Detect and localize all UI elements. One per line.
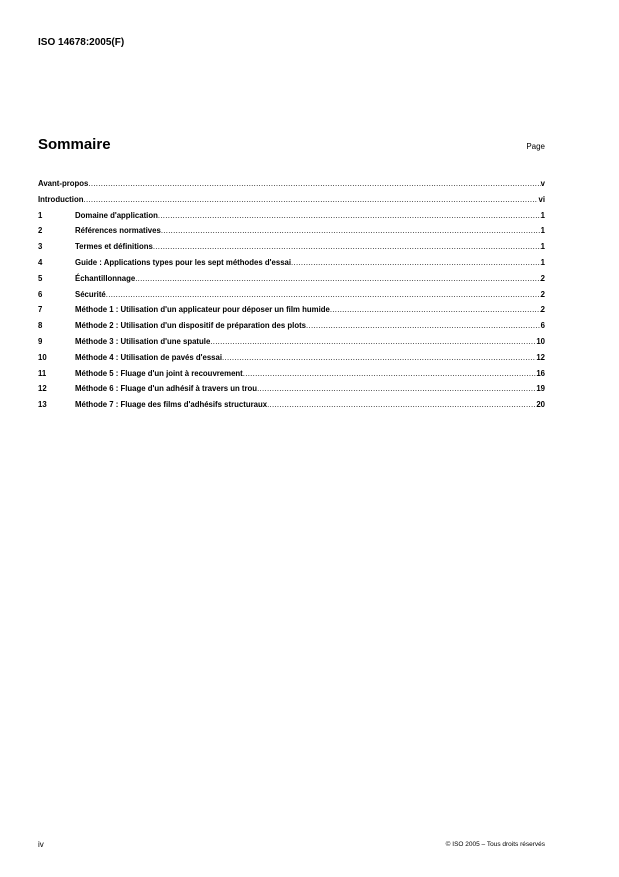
toc-entry-number: 12	[38, 384, 47, 394]
dot-leader	[306, 318, 541, 334]
toc-entry-page: 12	[536, 352, 545, 362]
toc-entry[interactable]	[38, 192, 545, 208]
page-column-label: Page	[526, 142, 545, 151]
toc-entry[interactable]	[38, 239, 545, 255]
toc-entry-label: Avant-propos	[38, 179, 89, 188]
toc-entry-label: Méthode 6 : Fluage d'un adhésif à travers un trou	[75, 384, 258, 394]
toc-entry-number: 4	[38, 257, 43, 267]
toc-entry-label: Méthode 7 : Fluage des films d'adhésifs structuraux	[75, 400, 268, 410]
dot-leader	[153, 239, 541, 255]
toc-entry[interactable]	[38, 176, 545, 192]
toc-entry[interactable]	[38, 397, 545, 413]
toc-entry-number: 2	[38, 226, 43, 236]
toc-entry-number: 13	[38, 400, 47, 410]
toc-entry-label: Méthode 3 : Utilisation d'une spatule	[75, 336, 211, 346]
toc-entry-page: 19	[536, 384, 545, 394]
toc-entry[interactable]	[38, 287, 545, 303]
toc-entry-page: 2	[540, 289, 545, 299]
toc-entry-page: 1	[540, 226, 545, 236]
dot-leader	[330, 302, 541, 318]
copyright-notice: © ISO 2005 – Tous droits réservés	[445, 841, 545, 848]
dot-leader	[243, 366, 537, 382]
dot-leader	[161, 223, 541, 239]
dot-leader	[267, 397, 536, 413]
toc-entry-number: 6	[38, 289, 43, 299]
toc-entry-page: 10	[536, 336, 545, 346]
dot-leader	[222, 350, 536, 366]
toc-entry[interactable]	[38, 381, 545, 397]
toc-entry-label: Domaine d'application	[75, 210, 158, 220]
toc-entry-label: Méthode 2 : Utilisation d'un dispositif de préparation des plots	[75, 321, 307, 331]
dot-leader	[88, 176, 540, 192]
dot-leader	[83, 192, 538, 208]
toc-entry-page: 1	[540, 210, 545, 220]
toc-entry-page: 6	[540, 321, 545, 331]
toc-entry-page: 16	[536, 368, 545, 378]
toc-entry-number: 11	[38, 368, 47, 378]
toc-entry[interactable]	[38, 255, 545, 271]
document-id: ISO 14678:2005(F)	[38, 37, 125, 48]
toc-entry-page: 2	[540, 305, 545, 315]
toc-entry-label: Références normatives	[75, 226, 161, 236]
toc-entry-label: Méthode 4 : Utilisation de pavés d'essai	[75, 352, 223, 362]
toc-entry-label: Termes et définitions	[75, 242, 153, 252]
toc-entry-page: 1	[540, 242, 545, 252]
toc-entry[interactable]	[38, 366, 545, 382]
toc-entry-number: 10	[38, 352, 47, 362]
toc-entry[interactable]	[38, 334, 545, 350]
toc-entry-label: Méthode 1 : Utilisation d'un applicateur pour déposer un film humide	[75, 305, 330, 315]
dot-leader	[135, 271, 540, 287]
toc-entry-page: vi	[538, 194, 545, 204]
toc-heading-row	[38, 136, 545, 153]
toc-entry[interactable]	[38, 271, 545, 287]
toc-entry-number: 1	[38, 210, 43, 220]
dot-leader	[210, 334, 536, 350]
toc-entry[interactable]	[38, 302, 545, 318]
toc-entry-number: 7	[38, 305, 43, 315]
toc-entry-page: 2	[540, 273, 545, 283]
toc-entry-label: Échantillonnage	[75, 273, 136, 283]
table-of-contents	[38, 176, 545, 413]
toc-entry-label: Introduction	[38, 194, 84, 204]
dot-leader	[158, 208, 541, 224]
toc-entry-number: 5	[38, 273, 43, 283]
toc-entry-label: Méthode 5 : Fluage d'un joint à recouvrement	[75, 368, 243, 378]
toc-entry[interactable]	[38, 223, 545, 239]
toc-entry-page: 20	[536, 400, 545, 410]
page-number: iv	[38, 840, 44, 849]
toc-entry-number: 9	[38, 336, 43, 346]
toc-entry-label: Guide : Applications types pour les sept méthodes d'essai	[75, 257, 292, 267]
dot-leader	[257, 381, 536, 397]
toc-title: Sommaire	[38, 136, 111, 153]
toc-entry-page: 1	[540, 257, 545, 267]
toc-entry[interactable]	[38, 318, 545, 334]
toc-entry-number: 3	[38, 242, 43, 252]
toc-entry-page: v	[540, 179, 545, 188]
dot-leader	[106, 287, 541, 303]
toc-entry-number: 8	[38, 321, 43, 331]
toc-entry[interactable]	[38, 350, 545, 366]
toc-entry-label: Sécurité	[75, 289, 106, 299]
toc-entry[interactable]	[38, 208, 545, 224]
dot-leader	[291, 255, 541, 271]
